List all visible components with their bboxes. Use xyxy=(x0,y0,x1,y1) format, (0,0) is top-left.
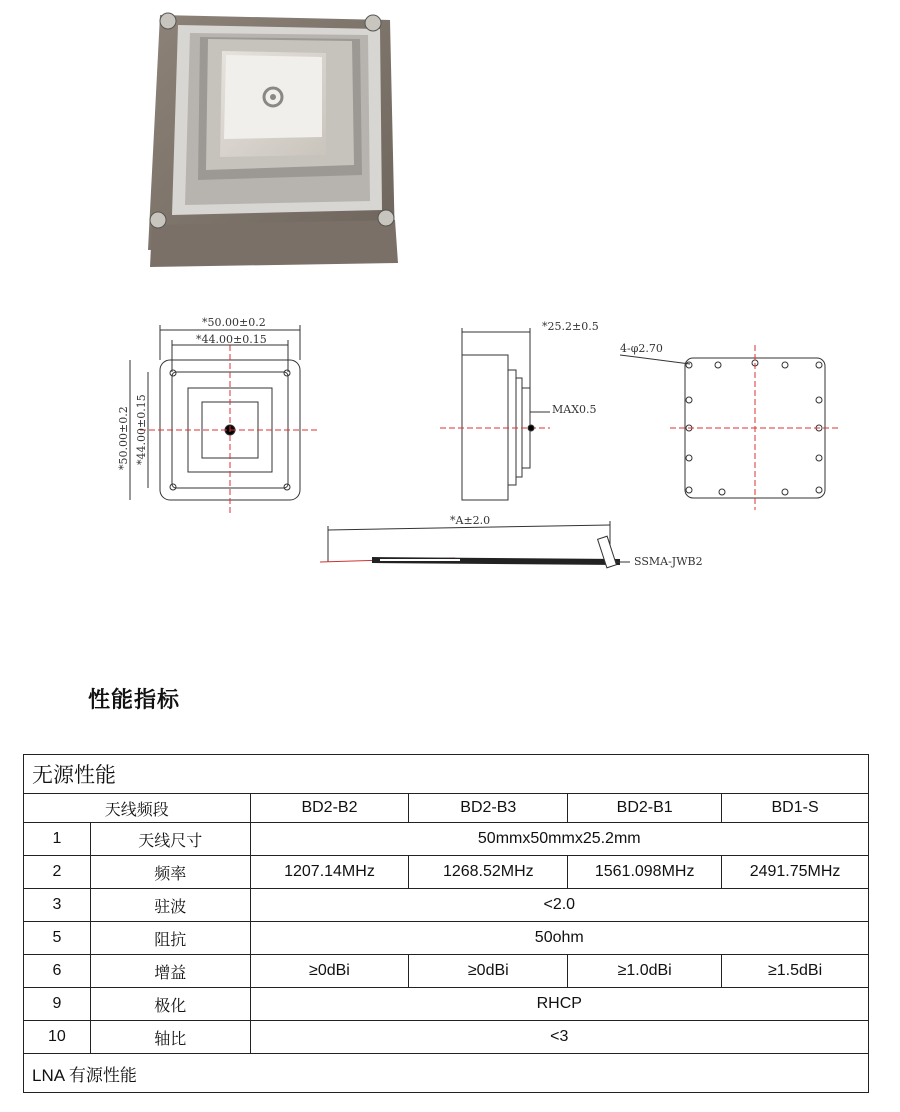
table-row xyxy=(24,988,869,1021)
row-value: 50mmx50mmx25.2mm xyxy=(250,823,868,856)
table-caption-row xyxy=(24,755,869,794)
row-name: 驻波 xyxy=(90,889,250,922)
row-value: <3 xyxy=(250,1021,868,1054)
spec-table xyxy=(23,754,869,1093)
row-number: 5 xyxy=(24,922,91,955)
row-value: 1268.52MHz xyxy=(409,856,568,889)
svg-text:SSMA-JWB2: SSMA-JWB2 xyxy=(634,555,703,568)
table-row xyxy=(24,922,869,955)
cable-view xyxy=(320,521,630,568)
header-band: BD1-S xyxy=(722,794,869,823)
row-name: 轴比 xyxy=(90,1021,250,1054)
section-title: 性能指标 xyxy=(88,688,181,713)
mechanical-drawing xyxy=(110,300,850,600)
svg-text:*25.2±0.5: *25.2±0.5 xyxy=(542,320,599,333)
svg-text:MAX0.5: MAX0.5 xyxy=(552,403,597,416)
table-footer-row xyxy=(24,1054,869,1093)
table-row xyxy=(24,889,869,922)
row-number: 10 xyxy=(24,1021,91,1054)
row-value: 1207.14MHz xyxy=(250,856,409,889)
row-value: ≥0dBi xyxy=(409,955,568,988)
table-row xyxy=(24,1021,869,1054)
row-value: <2.0 xyxy=(250,889,868,922)
front-view xyxy=(130,325,320,515)
row-value: ≥1.5dBi xyxy=(722,955,869,988)
bottom-view xyxy=(620,345,840,510)
row-number: 9 xyxy=(24,988,91,1021)
table-caption: 无源性能 xyxy=(24,755,869,794)
header-band: BD2-B1 xyxy=(568,794,722,823)
table-row xyxy=(24,856,869,889)
table-row xyxy=(24,955,869,988)
header-band: BD2-B3 xyxy=(409,794,568,823)
row-number: 6 xyxy=(24,955,91,988)
row-name: 极化 xyxy=(90,988,250,1021)
header-band: BD2-B2 xyxy=(250,794,409,823)
row-number: 1 xyxy=(24,823,91,856)
svg-text:*50.00±0.2: *50.00±0.2 xyxy=(202,316,266,329)
table-row xyxy=(24,823,869,856)
svg-text:*50.00±0.2: *50.00±0.2 xyxy=(117,406,130,470)
row-name: 频率 xyxy=(90,856,250,889)
side-view xyxy=(440,328,550,500)
row-name: 天线尺寸 xyxy=(90,823,250,856)
antenna-photo xyxy=(130,5,415,270)
row-value: 1561.098MHz xyxy=(568,856,722,889)
row-value: ≥1.0dBi xyxy=(568,955,722,988)
row-value: RHCP xyxy=(250,988,868,1021)
svg-text:*A±2.0: *A±2.0 xyxy=(450,514,491,527)
svg-text:*44.00±0.15: *44.00±0.15 xyxy=(196,333,267,346)
row-number: 3 xyxy=(24,889,91,922)
row-value: 50ohm xyxy=(250,922,868,955)
row-name: 增益 xyxy=(90,955,250,988)
row-number: 2 xyxy=(24,856,91,889)
table-header-row xyxy=(24,794,869,823)
lna-section-label: LNA 有源性能 xyxy=(24,1054,869,1093)
header-label: 天线频段 xyxy=(24,794,251,823)
row-value: 2491.75MHz xyxy=(722,856,869,889)
row-name: 阻抗 xyxy=(90,922,250,955)
svg-text:*44.00±0.15: *44.00±0.15 xyxy=(135,394,148,465)
row-value: ≥0dBi xyxy=(250,955,409,988)
svg-text:4-φ2.70: 4-φ2.70 xyxy=(620,342,663,355)
